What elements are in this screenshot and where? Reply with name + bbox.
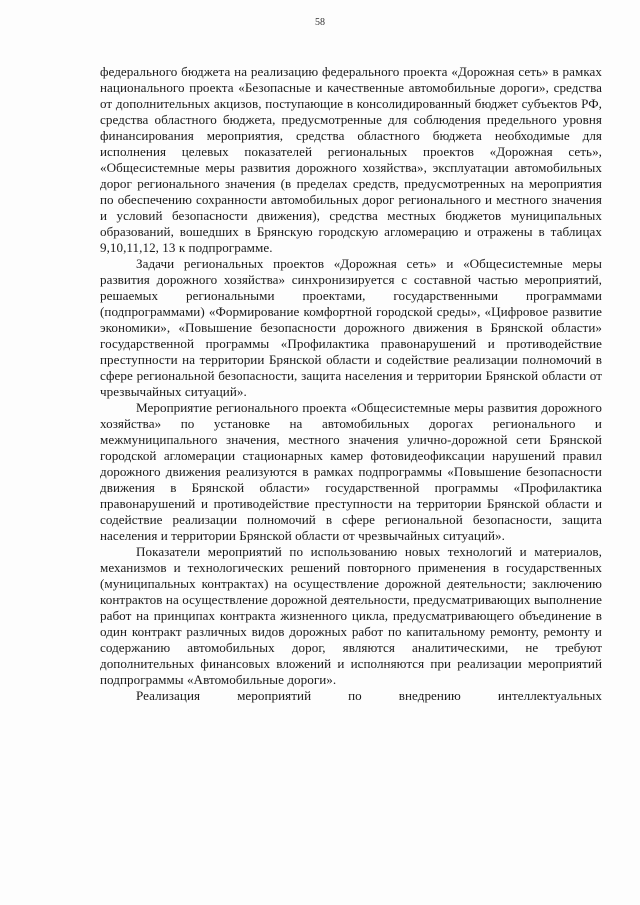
page-number: 58 xyxy=(315,17,325,28)
paragraph-camera-installation: Мероприятие регионального проекта «Общесистемные меры развития дорожного хозяйства» по установке на автомобильных дорогах регионального и межмуниципального значения, местного значения улично-дорожной сети Брянской городской агломерации стационарных камер фотовидеофиксации нарушений правил дорожного движения реализуются в рамках подпрограммы «Повышение безопасности движения в Брянской области» государственной программы «Профилактика правонарушений и противодействие преступности на территории Брянской области и содействие реализации полномочий в сфере региональной безопасности, защита населения и территории Брянской области от чрезвычайных ситуаций». xyxy=(100,400,602,543)
paragraph-intelligent-implementation: Реализация мероприятий по внедрению интеллектуальных xyxy=(136,688,602,703)
paragraph-regional-projects-tasks: Задачи региональных проектов «Дорожная сеть» и «Общесистемные меры развития дорожного хозяйства» синхронизируется с составной частью мероприятий, решаемых региональными проектами, государственными программами (подпрограммами) «Формирование комфортной городской среды», «Цифровое развитие экономики», «Повышение безопасности дорожного движения в Брянской области» государственной программы «Профилактика правонарушений и противодействие преступности на территории Брянской области и содействие реализации полномочий в сфере региональной безопасности, защита населения и территории Брянской области от чрезвычайных ситуаций». xyxy=(100,256,602,399)
paragraph-technology-indicators: Показатели мероприятий по использованию новых технологий и материалов, механизмов и технологических решений повторного применения в государственных (муниципальных контрактах) на осуществление дорожной деятельности; заключению контрактов на осуществление дорожной деятельности, предусматривающих выполнение работ на принципах контракта жизненного цикла, предусматривающего объединение в один контракт различных видов дорожных работ по капитальному ремонту, ремонту и содержанию автомобильных дорог, являются аналитическими, не требуют дополнительных финансовых вложений и исполняются при реализации мероприятий подпрограммы «Автомобильные дороги». xyxy=(100,544,602,687)
paragraph-funding-sources: федерального бюджета на реализацию федерального проекта «Дорожная сеть» в рамках национального проекта «Безопасные и качественные автомобильные дороги», средства от дополнительных акцизов, поступающие в консолидированный бюджет субъектов РФ, средства областного бюджета, предусмотренные для соблюдения предельного уровня финансирования мероприятия, средства областного бюджета необходимые для исполнения целевых показателей региональных проектов «Дорожная сеть», «Общесистемные меры развития дорожного хозяйства», эксплуатации автомобильных дорог регионального значения (в пределах средств, предусмотренных на мероприятия по обеспечению сохранности автомобильных дорог регионального и местного значения и условий безопасности движения), средства местных бюджетов муниципальных образований, вошедших в Брянскую городскую агломерацию и отражены в таблицах 9,10,11,12, 13 к подпрограмме. xyxy=(100,64,602,255)
document-body xyxy=(100,64,602,704)
